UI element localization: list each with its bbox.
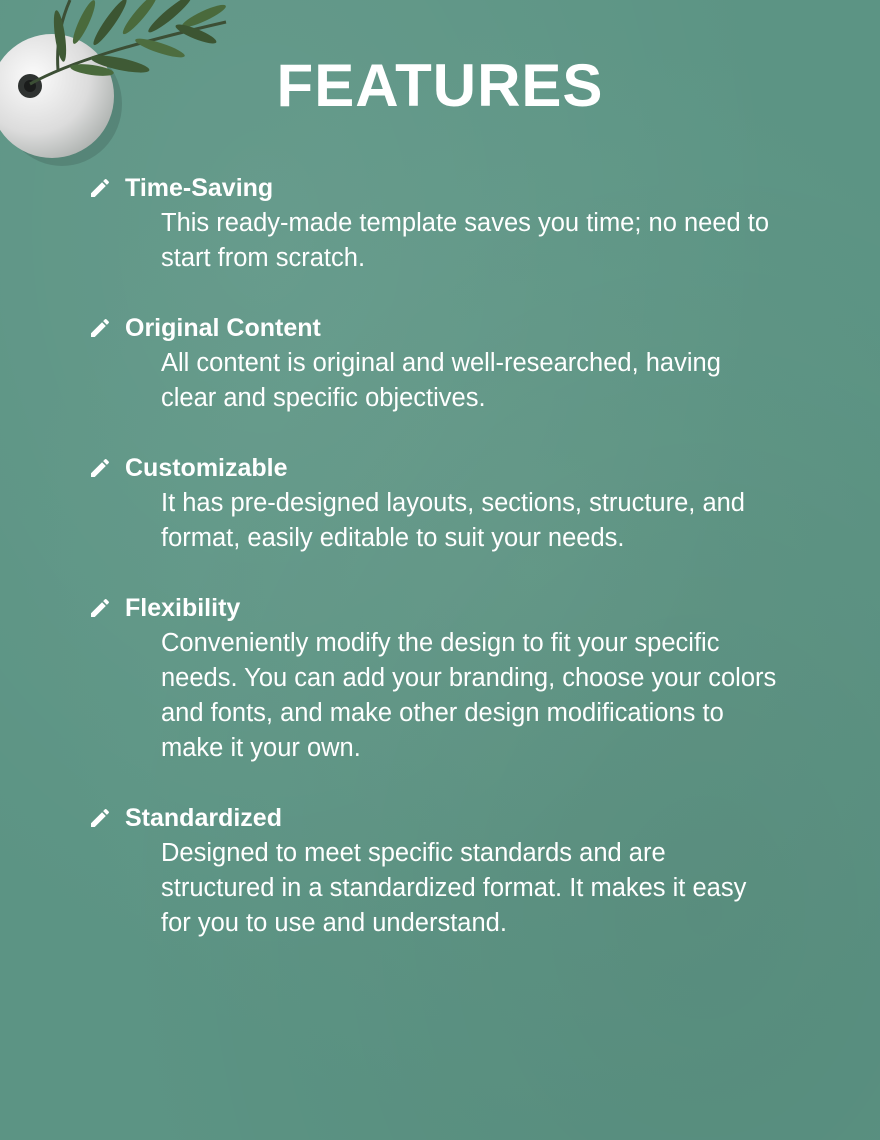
feature-description: It has pre-designed layouts, sections, structure, and format, easily editable to suit your needs. — [161, 489, 745, 552]
feature-item — [88, 452, 788, 556]
feature-description: Conveniently modify the design to fit your specific needs. You can add your branding, choose your colors and fonts, and make other design modifications to make it your own. — [161, 629, 777, 762]
features-list — [88, 172, 788, 977]
feature-item — [88, 312, 788, 416]
feature-header — [88, 802, 788, 834]
page-title: FEATURES — [276, 52, 604, 119]
pencil-icon — [88, 316, 112, 340]
feature-item — [88, 802, 788, 941]
feature-header — [88, 312, 788, 344]
feature-description: Designed to meet specific standards and are structured in a standardized format. It makes it easy for you to use and understand. — [161, 839, 747, 937]
feature-header — [88, 452, 788, 484]
pencil-icon — [88, 456, 112, 480]
feature-header — [88, 592, 788, 624]
feature-title: Customizable — [125, 454, 288, 482]
feature-description: All content is original and well-researched, having clear and specific objectives. — [161, 349, 721, 412]
feature-item — [88, 172, 788, 276]
feature-header — [88, 172, 788, 204]
feature-title: Original Content — [125, 314, 321, 342]
pencil-icon — [88, 596, 112, 620]
pencil-icon — [88, 806, 112, 830]
feature-title: Standardized — [125, 804, 282, 832]
feature-description: This ready-made template saves you time; no need to start from scratch. — [161, 209, 770, 272]
feature-item — [88, 592, 788, 766]
feature-title: Flexibility — [125, 594, 241, 622]
feature-title: Time-Saving — [125, 174, 274, 202]
pencil-icon — [88, 176, 112, 200]
